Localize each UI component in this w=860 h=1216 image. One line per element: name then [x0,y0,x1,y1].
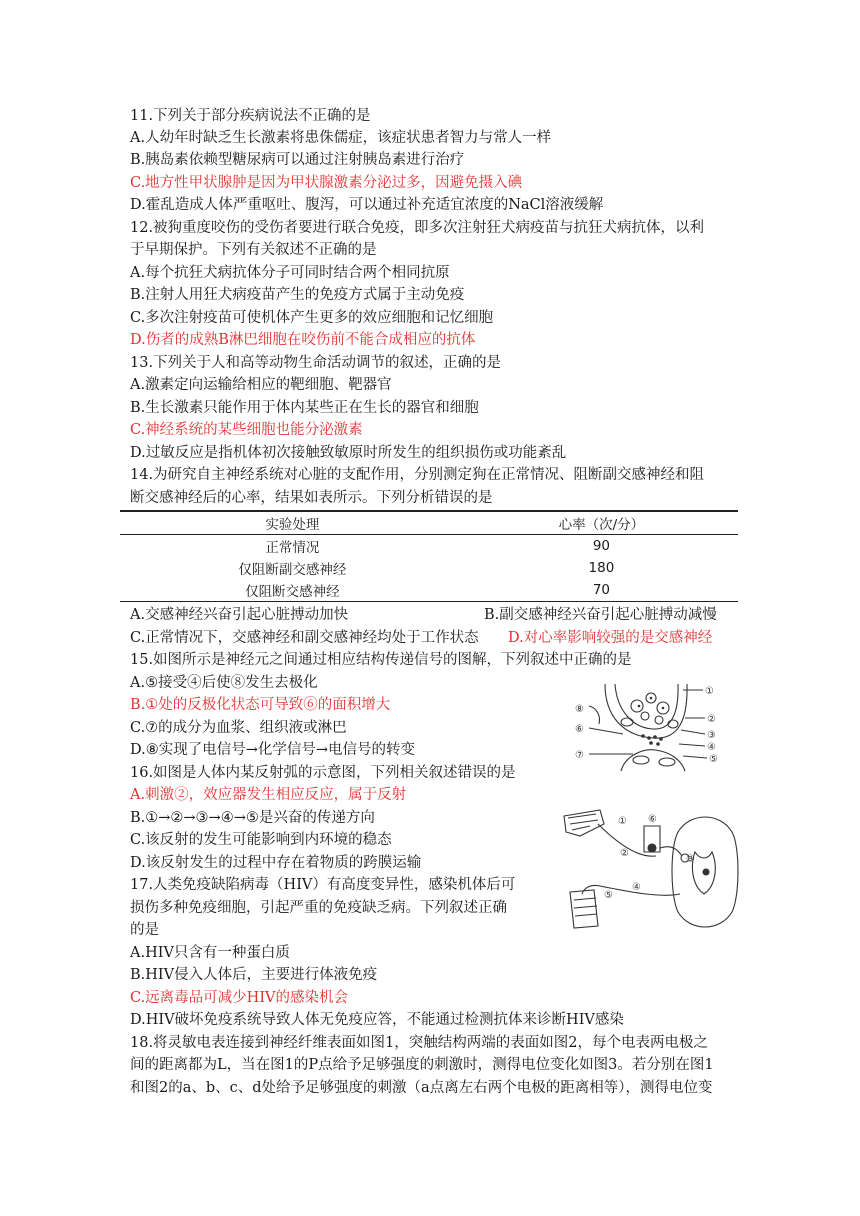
table-header-treatment: 实验处理 [265,517,320,533]
q13-option-a: A.激素定向运输给相应的靶细胞、靶器官 [130,377,392,393]
reflex-label-6: ⑥ [648,814,657,825]
q18-stem-line3: 和图2的a、b、c、d处给予足够强度的刺激（a点离左右两个电极的距离相等），测得电位变 [130,1080,713,1096]
synapse-label-4: ④ [707,742,716,753]
table-cell: 70 [592,582,610,598]
table-cell: 180 [588,560,615,576]
q17-stem-line2: 损伤多种免疫细胞，引起严重的免疫缺乏病。下列叙述正确 [130,900,507,916]
synapse-label-8: ⑧ [575,704,584,715]
synapse-label-2: ② [707,714,716,725]
q17-option-d: D.HIV破坏免疫系统导致人体无免疫应答，不能通过检测抗体来诊断HIV感染 [130,1012,624,1028]
q18-stem-line2: 间的距离都为L，当在图1的P点给予足够强度的刺激时，测得电位变化如图3。若分别在图1 [130,1057,714,1073]
table-header-heart-rate: 心率（次/分） [558,517,645,533]
q11-option-c-answer: C.地方性甲状腺肿是因为甲状腺激素分泌过多，因避免摄入碘 [130,175,523,191]
synapse-label-6: ⑥ [575,724,584,735]
q13-option-c-answer: C.神经系统的某些细胞也能分泌激素 [130,422,363,438]
table-row [120,535,738,558]
q15-stem: 15.如图所示是神经元之间通过相应结构传递信号的图解，下列叙述中正确的是 [130,652,632,668]
table-cell: 仅阻断副交感神经 [238,562,347,578]
reflex-label-3: ③ [686,854,695,865]
q14-option-c: C.正常情况下，交感神经和副交感神经均处于工作状态 [130,630,479,646]
synapse-label-5: ⑤ [709,754,718,765]
reflex-label-2: ② [620,848,629,859]
q12-option-a: A.每个抗狂犬病抗体分子可同时结合两个相同抗原 [130,265,450,281]
q15-option-a: A.⑤接受④后使⑧发生去极化 [130,675,318,691]
reflex-arc-diagram [560,806,740,938]
q11-option-b: B.胰岛素依赖型糖尿病可以通过注射胰岛素进行治疗 [130,152,465,168]
reflex-label-5: ⑤ [604,890,613,901]
q13-option-b: B.生长激素只能作用于体内某些正在生长的器官和细胞 [130,400,479,416]
reflex-label-1: ① [618,816,627,827]
heart-rate-table [120,510,738,602]
q11-option-d: D.霍乱造成人体严重呕吐、腹泻，可以通过补充适宜浓度的NaCl溶液缓解 [130,197,604,213]
q16-option-c: C.该反射的发生可能影响到内环境的稳态 [130,832,392,848]
q17-option-a: A.HIV只含有一种蛋白质 [130,945,290,961]
q14-option-d-answer: D.对心率影响较强的是交感神经 [508,630,713,646]
q14-option-b: B.副交感神经兴奋引起心脏搏动减慢 [484,607,717,623]
q13-option-d: D.过敏反应是指机体初次接触致敏原时所发生的组织损伤或功能紊乱 [130,445,567,461]
q16-stem: 16.如图是人体内某反射弧的示意图，下列相关叙述错误的是 [130,765,516,781]
q12-stem-line2: 于早期保护。下列有关叙述不正确的是 [130,242,377,258]
q16-option-b: B.①→②→③→④→⑤是兴奋的传递方向 [130,810,375,826]
q15-option-c: C.⑦的成分为血浆、组织液或淋巴 [130,720,347,736]
q12-option-d-answer: D.伤者的成熟B淋巴细胞在咬伤前不能合成相应的抗体 [130,332,476,348]
q18-stem-line1: 18.将灵敏电表连接到神经纤维表面如图1，突触结构两端的表面如图2，每个电表两电极之 [130,1035,709,1051]
q17-stem-line3: 的是 [130,922,159,938]
table-row [120,579,738,602]
q15-option-d: D.⑧实现了电信号→化学信号→电信号的转变 [130,742,416,758]
q12-option-c: C.多次注射疫苗可使机体产生更多的效应细胞和记忆细胞 [130,310,494,326]
table-row [120,557,738,579]
table-cell: 仅阻断交感神经 [245,584,340,600]
q14-stem-line1: 14.为研究自主神经系统对心脏的支配作用，分别测定狗在正常情况、阻断副交感神经和阻 [130,467,705,483]
reflex-label-4: ④ [632,882,641,893]
q12-stem-line1: 12.被狗重度咬伤的受伤者要进行联合免疫，即多次注射狂犬病疫苗与抗狂犬病抗体，以利 [130,220,705,236]
q16-option-d: D.该反射发生的过程中存在着物质的跨膜运输 [130,855,422,871]
q16-option-a-answer: A.刺激②，效应器发生相应反应，属于反射 [130,787,407,803]
synapse-label-7: ⑦ [575,750,584,761]
q17-option-c-answer: C.远离毒品可减少HIV的感染机会 [130,990,349,1006]
q14-option-a: A.交感神经兴奋引起心脏搏动加快 [130,607,349,623]
q12-option-b: B.注射人用狂犬病疫苗产生的免疫方式属于主动免疫 [130,287,465,303]
table-cell: 90 [592,538,610,554]
q17-stem-line1: 17.人类免疫缺陷病毒（HIV）有高度变异性，感染机体后可 [130,877,516,893]
q13-stem: 13.下列关于人和高等动物生命活动调节的叙述，正确的是 [130,355,502,371]
q14-stem-line2: 断交感神经后的心率，结果如表所示。下列分析错误的是 [130,490,493,506]
q15-option-b-answer: B.①处的反极化状态可导致⑥的面积增大 [130,697,391,713]
synapse-label-3: ③ [707,730,716,741]
table-cell: 正常情况 [265,540,320,556]
synapse-label-1: ① [705,686,714,697]
q11-option-a: A.人幼年时缺乏生长激素将患侏儒症，该症状患者智力与常人一样 [130,130,552,146]
synapse-diagram [563,676,733,776]
q17-option-b: B.HIV侵入人体后，主要进行体液免疫 [130,967,378,983]
q11-stem: 11.下列关于部分疾病说法不正确的是 [130,108,371,124]
